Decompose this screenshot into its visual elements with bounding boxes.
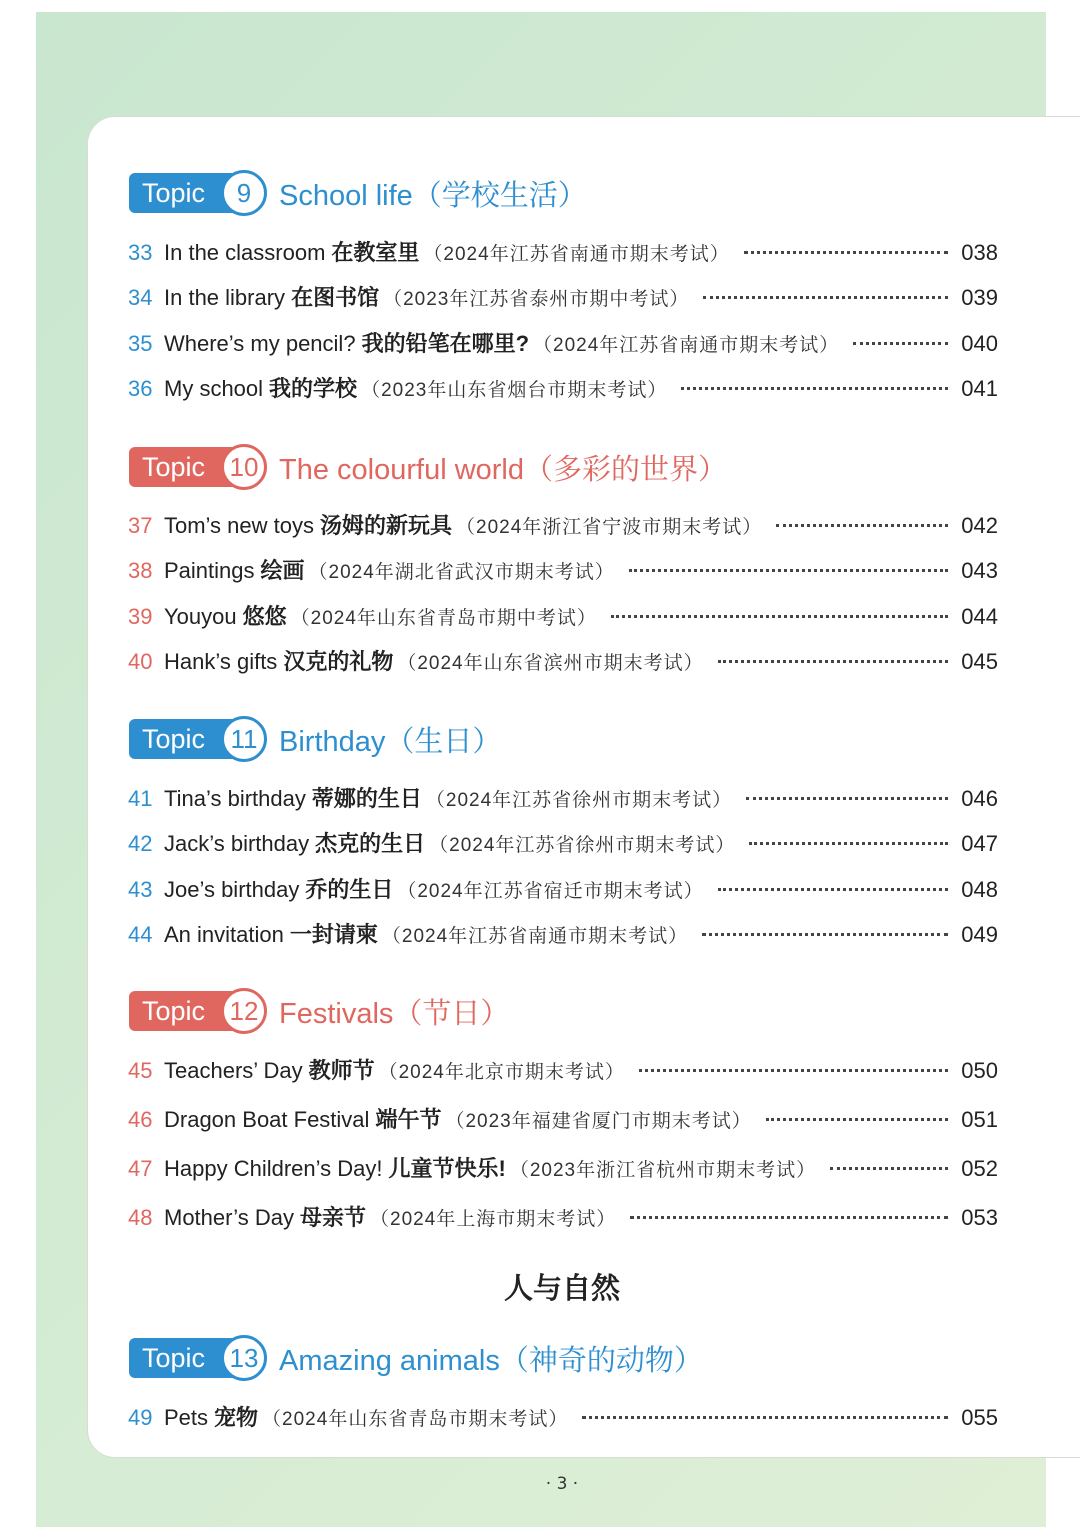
dot-leader bbox=[853, 342, 948, 345]
entry-title-cn: 我的学校 bbox=[269, 376, 358, 401]
entry-source: （2024年浙江省宁波市期末考试） bbox=[456, 517, 763, 538]
section-heading: 人与自然 bbox=[503, 1271, 620, 1305]
entry-number: 44 bbox=[128, 922, 153, 947]
entry-number: 41 bbox=[128, 786, 153, 811]
entry-title-en: In the library bbox=[164, 285, 286, 310]
entry-page: 040 bbox=[961, 331, 998, 356]
entry-title-cn: 在图书馆 bbox=[291, 285, 380, 310]
topic-12-header bbox=[129, 990, 509, 1032]
entry-page: 055 bbox=[961, 1405, 998, 1430]
entry-page: 039 bbox=[961, 285, 998, 310]
dot-leader bbox=[681, 387, 948, 390]
toc-entry[interactable] bbox=[128, 600, 998, 632]
topic-number: 13 bbox=[221, 1335, 267, 1381]
topic-10-header bbox=[129, 446, 727, 488]
dot-leader bbox=[744, 251, 948, 254]
entry-page: 042 bbox=[961, 513, 998, 538]
toc-entry[interactable] bbox=[128, 1201, 998, 1233]
toc-entry[interactable] bbox=[128, 918, 998, 950]
entry-number: 34 bbox=[128, 285, 153, 310]
entry-number: 47 bbox=[128, 1156, 153, 1181]
entry-number: 40 bbox=[128, 649, 153, 674]
entry-source: （2024年江苏省南通市期末考试） bbox=[423, 244, 730, 265]
topic-number: 12 bbox=[221, 988, 267, 1034]
dot-leader bbox=[702, 933, 948, 936]
entry-title-cn: 悠悠 bbox=[242, 604, 287, 629]
topic-title: Birthday（生日） bbox=[279, 725, 502, 758]
entry-title-cn: 母亲节 bbox=[300, 1205, 367, 1230]
entry-title-en: Mother’s Day bbox=[164, 1205, 295, 1230]
entry-source: （2023年福建省厦门市期末考试） bbox=[445, 1111, 752, 1132]
entry-page: 051 bbox=[961, 1107, 998, 1132]
topic-badge: Topic 10 bbox=[129, 447, 237, 487]
entry-number: 38 bbox=[128, 558, 153, 583]
toc-entry[interactable] bbox=[128, 1103, 998, 1135]
entry-number: 35 bbox=[128, 331, 153, 356]
entry-number: 33 bbox=[128, 240, 153, 265]
toc-entry[interactable] bbox=[128, 509, 998, 541]
entry-source: （2023年江苏省泰州市期中考试） bbox=[383, 289, 690, 310]
entry-title-cn: 汉克的礼物 bbox=[283, 649, 394, 674]
entry-number: 45 bbox=[128, 1058, 153, 1083]
entry-number: 49 bbox=[128, 1405, 153, 1430]
topic-badge: Topic 12 bbox=[129, 991, 237, 1031]
entry-title-cn: 杰克的生日 bbox=[315, 831, 426, 856]
entry-title-en: Youyou bbox=[164, 604, 237, 629]
dot-leader bbox=[766, 1118, 948, 1121]
entry-source: （2024年北京市期末考试） bbox=[378, 1062, 625, 1083]
toc-entry[interactable] bbox=[128, 645, 998, 677]
toc-entry[interactable] bbox=[128, 372, 998, 404]
entry-title-en: Pets bbox=[164, 1405, 209, 1430]
entry-title-cn: 宠物 bbox=[214, 1405, 259, 1430]
topic-title: The colourful world（多彩的世界） bbox=[279, 453, 727, 486]
topic-badge: Topic 11 bbox=[129, 719, 237, 759]
entry-source: （2024年湖北省武汉市期末考试） bbox=[308, 562, 615, 583]
topic-11-header bbox=[129, 718, 501, 760]
dot-leader bbox=[718, 660, 948, 663]
topic-title: Amazing animals（神奇的动物） bbox=[279, 1344, 703, 1377]
entry-source: （2023年山东省烟台市期末考试） bbox=[361, 380, 668, 401]
entry-title-en: My school bbox=[164, 376, 264, 401]
entry-title-en: Teachers’ Day bbox=[164, 1058, 303, 1083]
entry-page: 049 bbox=[961, 922, 998, 947]
toc-entry[interactable] bbox=[128, 236, 998, 268]
entry-number: 46 bbox=[128, 1107, 153, 1132]
entry-title-en: Joe’s birthday bbox=[164, 877, 300, 902]
entry-source: （2024年山东省青岛市期末考试） bbox=[262, 1409, 569, 1430]
entry-source: （2024年江苏省宿迁市期末考试） bbox=[397, 881, 704, 902]
entry-title-cn: 在教室里 bbox=[331, 240, 420, 265]
entry-source: （2023年浙江省杭州市期末考试） bbox=[509, 1160, 817, 1181]
entry-title-cn: 一封请柬 bbox=[289, 922, 378, 947]
dot-leader bbox=[718, 888, 948, 891]
entry-page: 047 bbox=[961, 831, 998, 856]
topic-badge: Topic 9 bbox=[129, 173, 237, 213]
dot-leader bbox=[703, 296, 948, 299]
entry-title-en: Where’s my pencil? bbox=[164, 331, 356, 356]
dot-leader bbox=[639, 1069, 948, 1072]
entry-title-cn: 我的铅笔在哪里? bbox=[361, 331, 530, 356]
entry-title-cn: 教师节 bbox=[308, 1058, 375, 1083]
topic-13-header bbox=[129, 1337, 703, 1379]
entry-page: 045 bbox=[961, 649, 998, 674]
topic-title: Festivals（节日） bbox=[279, 997, 510, 1030]
entry-number: 36 bbox=[128, 376, 153, 401]
entry-page: 053 bbox=[961, 1205, 998, 1230]
dot-leader bbox=[629, 569, 948, 572]
entry-title-en: Dragon Boat Festival bbox=[164, 1107, 370, 1132]
entry-page: 044 bbox=[961, 604, 998, 629]
topic-title: School life（学校生活） bbox=[279, 179, 587, 212]
toc-entry[interactable] bbox=[128, 1401, 998, 1433]
topic-9-header bbox=[129, 172, 587, 214]
entry-title-cn: 汤姆的新玩具 bbox=[319, 513, 452, 538]
entry-title-en: Tina’s birthday bbox=[164, 786, 306, 811]
entry-title-en: Jack’s birthday bbox=[164, 831, 310, 856]
topic-number: 9 bbox=[221, 170, 267, 216]
entry-page: 043 bbox=[961, 558, 998, 583]
entry-title-en: Tom’s new toys bbox=[164, 513, 314, 538]
entry-page: 050 bbox=[961, 1058, 998, 1083]
entry-source: （2024年江苏省南通市期末考试） bbox=[533, 335, 840, 356]
toc-entry[interactable] bbox=[128, 1054, 998, 1086]
entry-page: 052 bbox=[961, 1156, 998, 1181]
topic-number: 10 bbox=[221, 444, 267, 490]
entry-number: 37 bbox=[128, 513, 153, 538]
dot-leader bbox=[611, 615, 948, 618]
dot-leader bbox=[749, 842, 948, 845]
entry-title-cn: 乔的生日 bbox=[305, 877, 394, 902]
entry-source: （2024年上海市期末考试） bbox=[370, 1209, 617, 1230]
entry-title-cn: 绘画 bbox=[260, 558, 305, 583]
page-number: · 3 · bbox=[545, 1474, 579, 1494]
toc-entry[interactable] bbox=[128, 327, 998, 359]
entry-page: 041 bbox=[961, 376, 998, 401]
entry-title-en: Happy Children’s Day! bbox=[164, 1156, 383, 1181]
entry-title-cn: 蒂娜的生日 bbox=[311, 786, 422, 811]
entry-title-cn: 端午节 bbox=[375, 1107, 442, 1132]
entry-source: （2024年江苏省徐州市期末考试） bbox=[429, 835, 736, 856]
toc-entry[interactable] bbox=[128, 1152, 998, 1184]
entry-title-cn: 儿童节快乐! bbox=[388, 1156, 506, 1181]
dot-leader bbox=[746, 797, 948, 800]
entry-title-en: Paintings bbox=[164, 558, 255, 583]
entry-source: （2024年山东省滨州市期末考试） bbox=[397, 653, 704, 674]
topic-number: 11 bbox=[221, 716, 267, 762]
entry-page: 038 bbox=[961, 240, 998, 265]
entry-source: （2024年江苏省南通市期末考试） bbox=[381, 926, 689, 947]
dot-leader bbox=[776, 524, 948, 527]
toc-entry[interactable] bbox=[128, 873, 998, 905]
topic-badge: Topic 13 bbox=[129, 1338, 237, 1378]
entry-title-en: An invitation bbox=[164, 922, 284, 947]
entry-page: 046 bbox=[961, 786, 998, 811]
toc-entry[interactable] bbox=[128, 281, 998, 313]
entry-title-en: Hank’s gifts bbox=[164, 649, 278, 674]
entry-title-en: In the classroom bbox=[164, 240, 326, 265]
dot-leader bbox=[582, 1416, 948, 1419]
entry-number: 43 bbox=[128, 877, 153, 902]
entry-source: （2024年山东省青岛市期中考试） bbox=[290, 608, 597, 629]
entry-number: 42 bbox=[128, 831, 153, 856]
entry-number: 48 bbox=[128, 1205, 153, 1230]
toc-entry[interactable] bbox=[128, 554, 998, 586]
entry-page: 048 bbox=[961, 877, 998, 902]
entry-number: 39 bbox=[128, 604, 153, 629]
toc-entry[interactable] bbox=[128, 782, 998, 814]
toc-entry[interactable] bbox=[128, 827, 998, 859]
dot-leader bbox=[630, 1216, 948, 1219]
dot-leader bbox=[830, 1167, 948, 1170]
entry-source: （2024年江苏省徐州市期末考试） bbox=[425, 790, 733, 811]
